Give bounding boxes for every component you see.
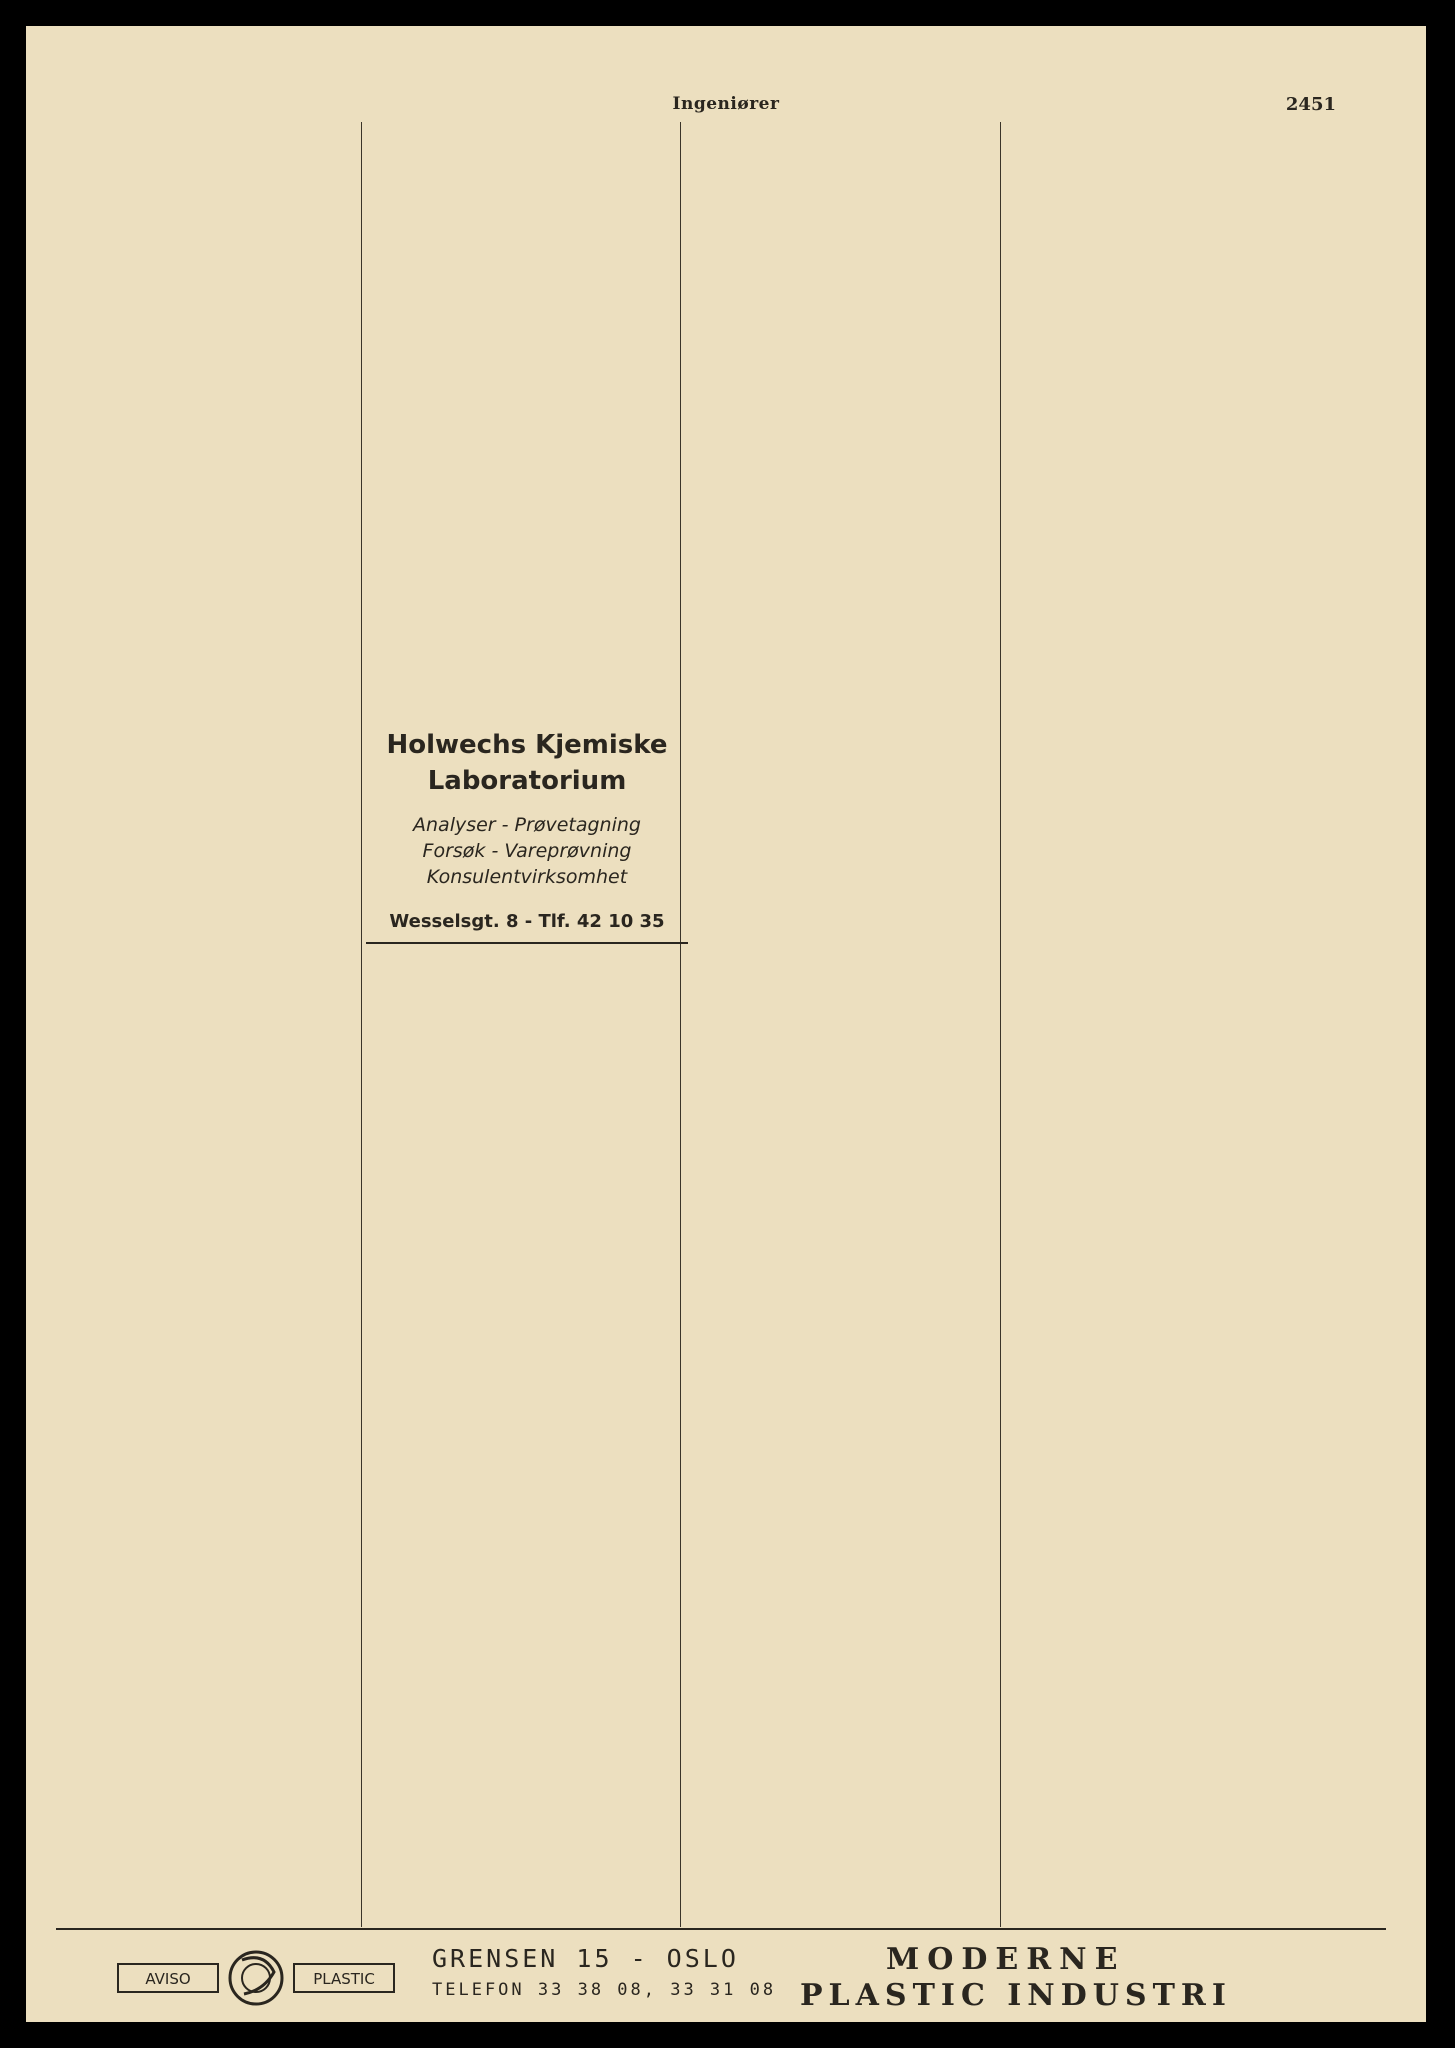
footer-phone: TELEFON 33 38 08, 33 31 08 (432, 1980, 777, 2000)
page-footer-advertisement (56, 1928, 1396, 2013)
footer-rule (56, 1928, 1386, 1930)
holwechs-advertisement (366, 718, 688, 944)
column-3 (681, 122, 1011, 1927)
footer-brand-line2: PLASTIC INDUSTRI (800, 1978, 1232, 2013)
ad-service-2: Forsøk - Vareprøvning (422, 840, 632, 862)
ad-bottom-rule (366, 942, 688, 944)
logo-right-text: PLASTIC (313, 1970, 375, 1988)
footer-address: GRENSEN 15 - OSLO (432, 1944, 739, 1973)
page-number: 2451 (1285, 94, 1336, 115)
ad-name-line1: Holwechs Kjemiske (386, 730, 668, 760)
column-1 (49, 122, 383, 1927)
logo-left-text: AVISO (145, 1970, 191, 1988)
footer-brand-line1: MODERNE (886, 1942, 1126, 1977)
ad-service-3: Konsulentvirksomhet (426, 866, 628, 888)
ad-service-1: Analyser - Prøvetagning (413, 814, 641, 836)
column-2 (364, 122, 694, 1927)
ad-name-line2: Laboratorium (427, 766, 627, 796)
column-4 (1002, 122, 1322, 1927)
ad-address: Wesselsgt. 8 - Tlf. 42 10 35 (389, 911, 665, 932)
page-header (26, 84, 1426, 124)
section-title: Ingeniører (672, 94, 780, 114)
directory-page (26, 26, 1426, 2022)
aviso-plastic-logo (114, 1950, 404, 2006)
